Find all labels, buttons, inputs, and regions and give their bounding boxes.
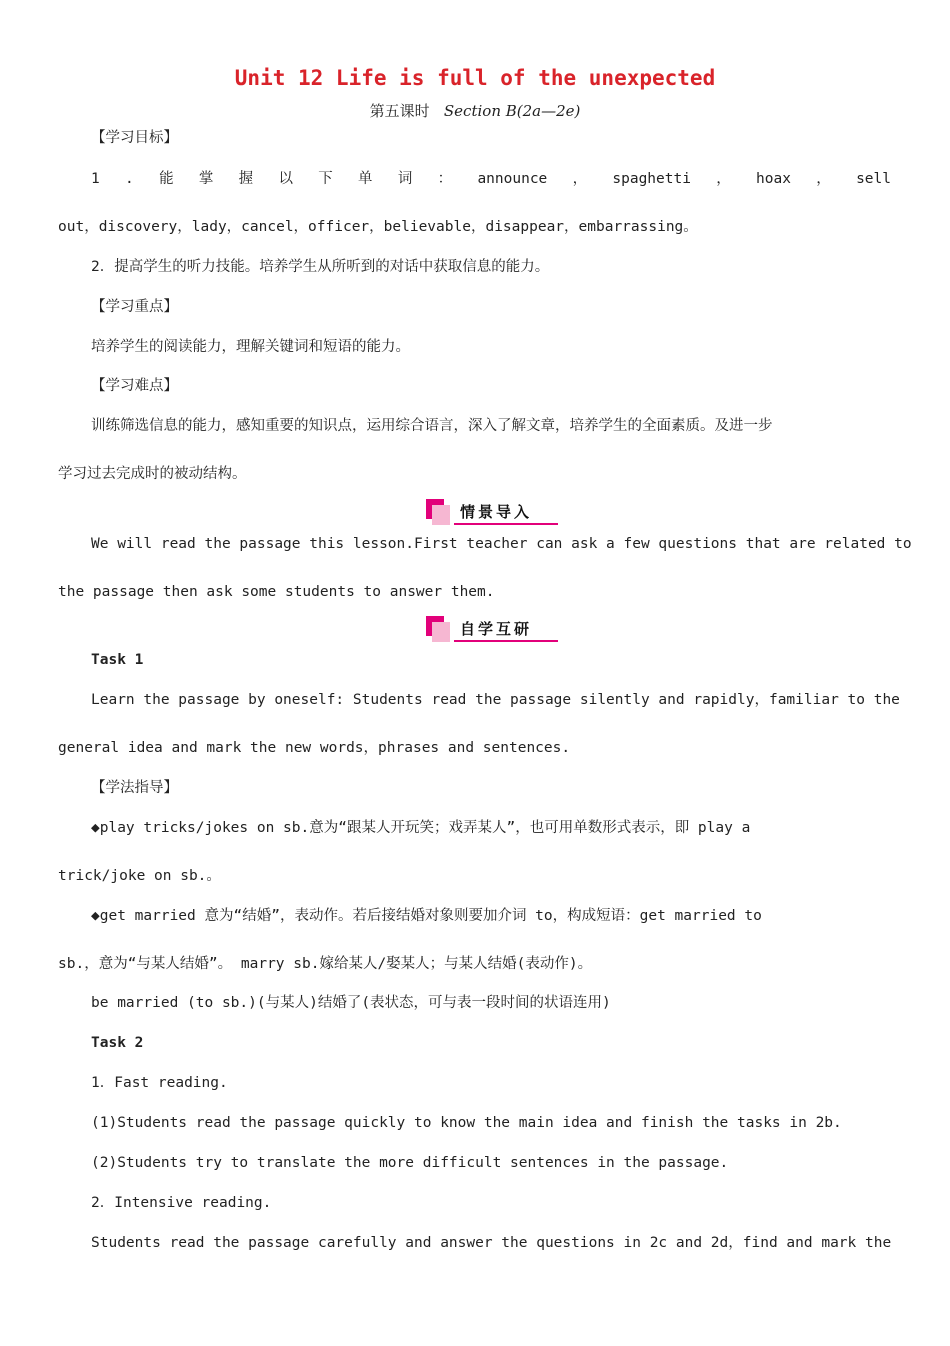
goals-item1-token: 能 [159, 171, 174, 187]
task2-fast-item2: (2)Students try to translate the more difficult sentences in the passage. [91, 1155, 729, 1171]
page-title: Unit 12 Life is full of the unexpected [234, 66, 716, 90]
intro-line1: We will read the passage this lesson.First teacher can ask a few questions that are related to [91, 536, 912, 552]
banner-underline [454, 640, 558, 642]
task2-fast-reading: 1．Fast reading. [91, 1075, 228, 1091]
section-banner-intro [426, 499, 558, 527]
task2-heading: Task 2 [91, 1035, 144, 1051]
banner-label: 自学互研 [460, 620, 533, 638]
section-label: Section B [443, 102, 517, 120]
banner-underline [454, 523, 558, 525]
difficulties-line2: 学习过去完成时的被动结构。 [58, 466, 247, 482]
section-banner-self-study [426, 616, 558, 644]
banner-square-shadow-icon [432, 505, 450, 525]
goals-item1-token: 单 [358, 171, 373, 187]
goals-item1-token: ， [716, 171, 731, 187]
goals-heading: 【学习目标】 [91, 130, 178, 146]
guidance-p1-line2: trick/joke on sb.。 [58, 868, 221, 884]
goals-item1-token: 以 [278, 171, 293, 187]
goals-item1-continued: out，discovery，lady，cancel，officer，believable，disappear，embarrassing。 [58, 219, 698, 235]
goals-item1-token: ， [572, 171, 588, 187]
goals-item1-token: 握 [238, 171, 254, 187]
goals-item1-token: 掌 [198, 171, 214, 187]
guidance-heading: 【学法指导】 [91, 780, 178, 796]
goals-item1-token: spaghetti [612, 171, 691, 187]
goals-item1-line [91, 169, 891, 189]
goals-item1-token: ： [437, 171, 453, 187]
task2-fast-item1: (1)Students read the passage quickly to know the main idea and finish the tasks in 2b. [91, 1115, 842, 1131]
page-subtitle [0, 100, 950, 121]
lesson-label: 第五课时 [369, 102, 430, 120]
task1-heading: Task 1 [91, 652, 144, 668]
task1-line1: Learn the passage by oneself: Students read the passage silently and rapidly，familiar to the [91, 692, 900, 708]
goals-item1-token: 1 [91, 171, 100, 187]
banner-square-shadow-icon [432, 622, 450, 642]
goals-item1-token: announce [477, 171, 548, 187]
difficulties-line1: 训练筛选信息的能力，感知重要的知识点，运用综合语言，深入了解文章，培养学生的全面素质。及进一步 [91, 418, 773, 434]
guidance-p3: be married (to sb.)(与某人)结婚了(表状态，可与表一段时间的状语连用) [91, 995, 611, 1011]
difficulties-heading: 【学习难点】 [91, 378, 178, 394]
guidance-p2-line2: sb.，意为“与某人结婚”。 marry sb.嫁给某人/娶某人；与某人结婚(表动作)。 [58, 956, 593, 972]
section-range: (2a—2e) [516, 102, 581, 120]
guidance-p1-line1: ◆play tricks/jokes on sb.意为“跟某人开玩笑；戏弄某人”，也可用单数形式表示，即 play a [91, 820, 751, 836]
task1-line2: general idea and mark the new words，phrases and sentences. [58, 740, 571, 756]
goals-item1-token: 词 [397, 171, 413, 187]
task2-intensive-line: Students read the passage carefully and answer the questions in 2c and 2d，find and mark the [91, 1235, 892, 1251]
task2-intensive-reading: 2．Intensive reading. [91, 1195, 272, 1211]
goals-item1-token: ， [816, 171, 831, 187]
guidance-p2-line1: ◆get married 意为“结婚”，表动作。若后接结婚对象则要加介词 to，构成短语：get married to [91, 908, 762, 924]
goals-item1-token: 下 [318, 171, 333, 187]
key-points-heading: 【学习重点】 [91, 299, 178, 315]
goals-item1-token: sell [856, 171, 891, 187]
goals-item1-token: hoax [756, 171, 791, 187]
goals-item1-token: . [125, 171, 134, 187]
key-points-text: 培养学生的阅读能力，理解关键词和短语的能力。 [91, 339, 410, 355]
intro-line2: the passage then ask some students to answer them. [58, 584, 495, 600]
goals-item2: 2．提高学生的听力技能。培养学生从所听到的对话中获取信息的能力。 [91, 259, 550, 275]
banner-label: 情景导入 [460, 503, 533, 521]
